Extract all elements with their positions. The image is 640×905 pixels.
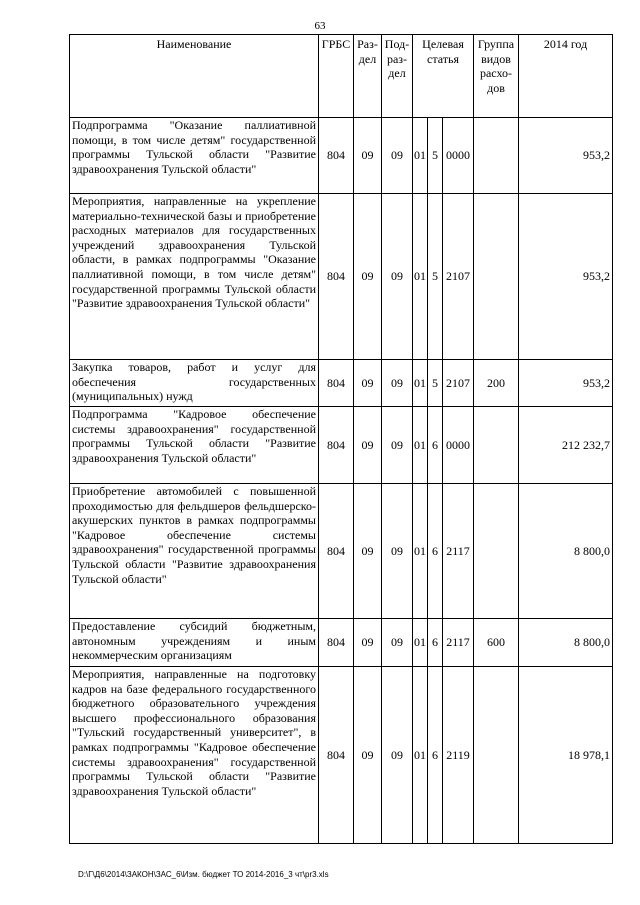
row-amount: 953,2 (519, 360, 613, 407)
row-target-2: 6 (428, 619, 443, 667)
row-grbs: 804 (319, 407, 354, 484)
row-group (474, 484, 519, 619)
table-row (70, 194, 613, 360)
row-name: Приобретение автомобилей с повышенной проходимостью для фельдшеров фельдшерско-акушерских пунктов в рамках подпрограммы "Кадровое обеспечение системы здравоохранения" государственной программы Тульской области "Развитие здравоохранения Тульской области" (70, 484, 319, 619)
row-podrazdel: 09 (382, 484, 413, 619)
row-podrazdel: 09 (382, 407, 413, 484)
row-target-2: 5 (428, 118, 443, 194)
row-group (474, 407, 519, 484)
table-row (70, 407, 613, 484)
row-name: Мероприятия, направленные на укрепление материально-технической базы и приобретение расходных материалов для государственных учреждений здравоохранения Тульской области, в рамках подпрограммы "Оказание паллиативной помощи, в том числе детям" государственной программы Тульской области "Развитие здравоохранения Тульской области" (70, 194, 319, 360)
row-razdel: 09 (354, 194, 382, 360)
row-grbs: 804 (319, 619, 354, 667)
row-name: Закупка товаров, работ и услуг для обеспечения государственных (муниципальных) нужд (70, 360, 319, 407)
table-row (70, 484, 613, 619)
page-number: 63 (314, 20, 326, 32)
row-target-2: 6 (428, 484, 443, 619)
row-razdel: 09 (354, 360, 382, 407)
row-grbs: 804 (319, 360, 354, 407)
header-podrazdel: Под- раз- дел (382, 35, 413, 118)
table-header (70, 35, 613, 118)
row-amount: 953,2 (519, 194, 613, 360)
row-group (474, 194, 519, 360)
row-target-2: 6 (428, 407, 443, 484)
row-razdel: 09 (354, 484, 382, 619)
row-name: Подпрограмма "Оказание паллиативной помощи, в том числе детям" государственной программы Тульской области "Развитие здравоохранения Тульской области" (70, 118, 319, 194)
row-amount: 8 800,0 (519, 619, 613, 667)
row-group (474, 667, 519, 844)
table-row (70, 118, 613, 194)
row-target-1: 01 (413, 667, 428, 844)
row-amount: 212 232,7 (519, 407, 613, 484)
row-target-1: 01 (413, 619, 428, 667)
row-amount: 8 800,0 (519, 484, 613, 619)
header-razdel: Раз- дел (354, 35, 382, 118)
table-row (70, 667, 613, 844)
row-podrazdel: 09 (382, 360, 413, 407)
row-podrazdel: 09 (382, 194, 413, 360)
row-target-2: 5 (428, 360, 443, 407)
budget-table (69, 34, 613, 844)
row-amount: 18 978,1 (519, 667, 613, 844)
row-podrazdel: 09 (382, 118, 413, 194)
row-name: Мероприятия, направленные на подготовку кадров на базе федерального государственного бюджетного образовательного учреждения высшего профессионального образования "Тульский государственный университет", в рамках подпрограммы "Кадровое обеспечение системы здравоохранения" государственной программы Тульской области "Развитие здравоохранения Тульской области" (70, 667, 319, 844)
row-target-3: 2107 (443, 360, 474, 407)
row-target-2: 6 (428, 667, 443, 844)
table-row (70, 619, 613, 667)
row-target-1: 01 (413, 407, 428, 484)
row-grbs: 804 (319, 194, 354, 360)
row-group (474, 118, 519, 194)
row-grbs: 804 (319, 484, 354, 619)
row-group: 200 (474, 360, 519, 407)
header-group: Группа видов расхо- дов (474, 35, 519, 118)
header-name: Наименование (70, 35, 319, 118)
row-name: Предоставление субсидий бюджетным, автономным учреждениям и иным некоммерческим организациям (70, 619, 319, 667)
row-razdel: 09 (354, 407, 382, 484)
row-target-3: 0000 (443, 407, 474, 484)
row-target-3: 0000 (443, 118, 474, 194)
row-target-3: 2119 (443, 667, 474, 844)
row-podrazdel: 09 (382, 619, 413, 667)
row-target-3: 2117 (443, 619, 474, 667)
row-amount: 953,2 (519, 118, 613, 194)
row-podrazdel: 09 (382, 667, 413, 844)
header-grbs: ГРБС (319, 35, 354, 118)
row-razdel: 09 (354, 118, 382, 194)
header-target: Целевая статья (413, 35, 474, 118)
table-row (70, 360, 613, 407)
row-name: Подпрограмма "Кадровое обеспечение системы здравоохранения" государственной программы Тульской области "Развитие здравоохранения Тульской области" (70, 407, 319, 484)
row-razdel: 09 (354, 667, 382, 844)
row-target-1: 01 (413, 360, 428, 407)
header-year: 2014 год (519, 35, 613, 118)
row-grbs: 804 (319, 118, 354, 194)
row-target-1: 01 (413, 484, 428, 619)
row-target-2: 5 (428, 194, 443, 360)
row-target-1: 01 (413, 194, 428, 360)
row-target-3: 2117 (443, 484, 474, 619)
row-group: 600 (474, 619, 519, 667)
row-target-1: 01 (413, 118, 428, 194)
file-path-footer: D:\Г\Д6\2014\ЗАКОН\ЗАС_6\Изм. бюджет ТО 2014-2016_3 чт\pr3.xls (78, 870, 329, 879)
row-target-3: 2107 (443, 194, 474, 360)
row-grbs: 804 (319, 667, 354, 844)
row-razdel: 09 (354, 619, 382, 667)
